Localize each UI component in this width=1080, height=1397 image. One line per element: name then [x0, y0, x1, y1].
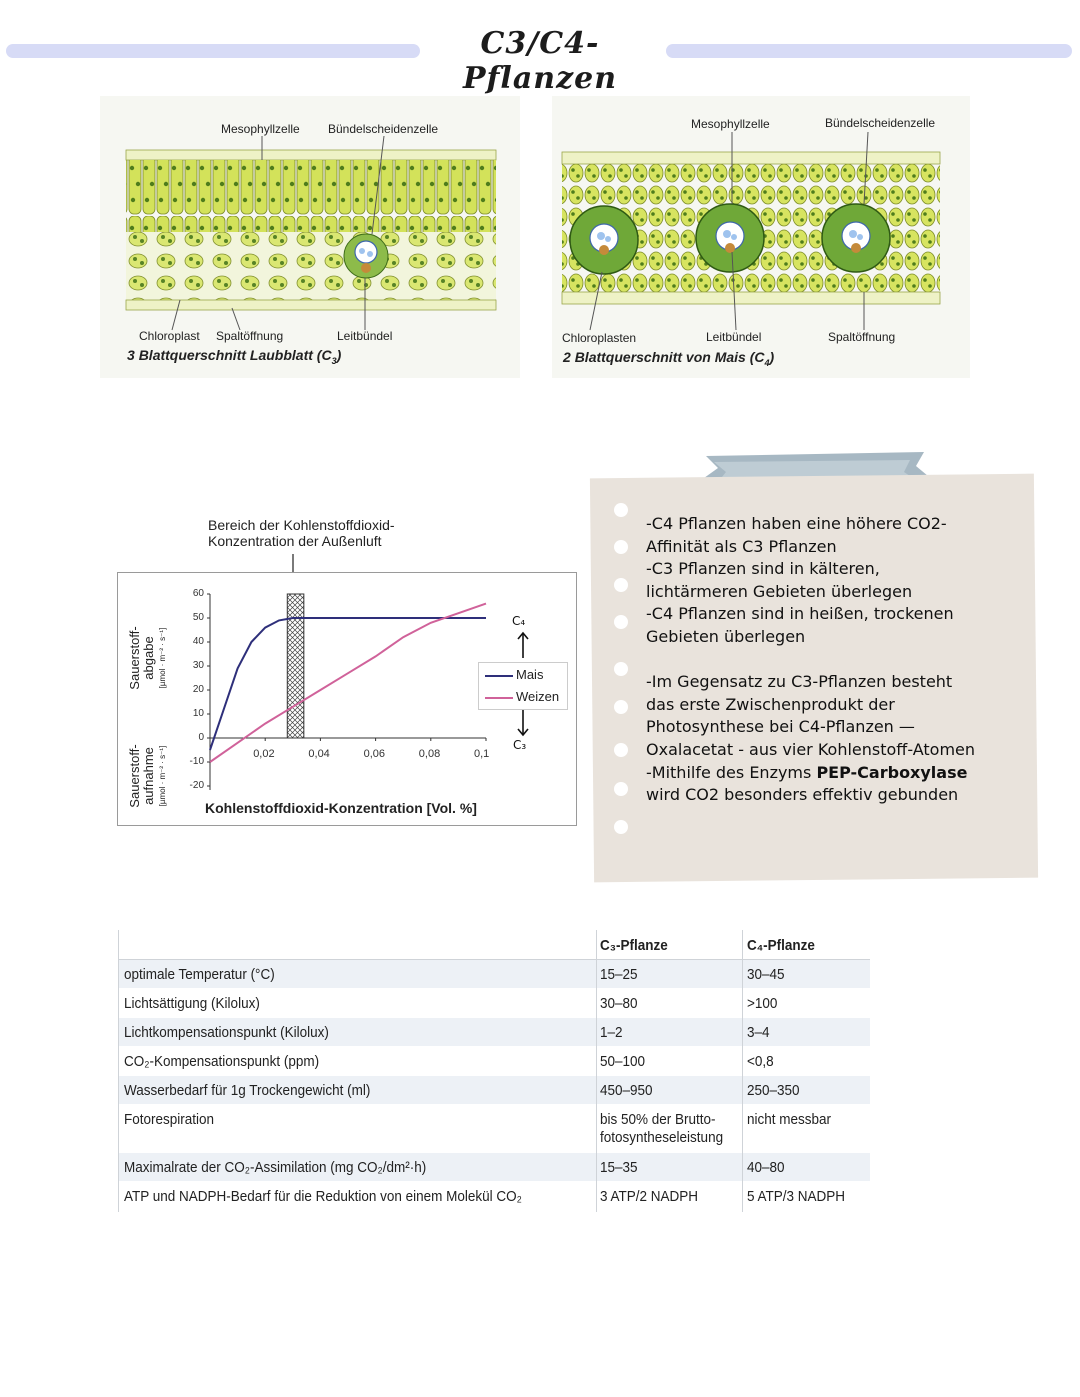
- c4-figure-caption: [563, 349, 774, 368]
- note-line: wird CO2 besonders effektiv gebunden: [646, 785, 959, 805]
- c3-label-vascular-bundle: Leitbündel: [337, 329, 393, 343]
- c4-caption-number: 2: [563, 349, 571, 365]
- row-label: Wasserbedarf für 1g Trockengewicht (ml): [124, 1082, 371, 1099]
- c3-label-stoma: Spaltöffnung: [216, 329, 284, 343]
- note-line: Photosynthese bei C4-Pflanzen —: [646, 717, 915, 737]
- title-deco-right: [666, 44, 1072, 58]
- page-title: C3/C4-Pflanzen: [462, 26, 618, 96]
- row-c4-value: nicht messbar: [747, 1111, 832, 1128]
- c3-label-chloroplast: Chloroplast: [139, 329, 200, 343]
- row-label: optimale Temperatur (°C): [124, 966, 275, 983]
- c4-label-vascular-bundle: Leitbündel: [706, 330, 762, 344]
- note-line-enzyme: [646, 762, 1016, 785]
- row-c4-value: 5 ATP/3 NADPH: [747, 1188, 846, 1205]
- punch-hole: [614, 615, 628, 629]
- c3-label-mesophyll: Mesophyllzelle: [221, 122, 300, 136]
- note-line: lichtärmeren Gebieten überlegen: [646, 581, 913, 601]
- table-row: [118, 1153, 870, 1181]
- row-c4-value: <0,8: [747, 1053, 774, 1070]
- leaf-c4-figure: [552, 96, 970, 378]
- row-c3-value: 50–100: [600, 1053, 646, 1070]
- y-axis-label-bottom: [128, 736, 170, 816]
- legend-label-weizen: Weizen: [516, 689, 560, 704]
- c4-bundle-sheath-3: [822, 204, 890, 272]
- punch-hole: [614, 662, 628, 676]
- table-row: [118, 1182, 870, 1210]
- table-divider: [742, 930, 743, 1212]
- row-label: ATP und NADPH-Bedarf für die Reduktion von einem Molekül CO₂: [124, 1188, 522, 1205]
- c4-bundle-sheath-1: [570, 206, 638, 274]
- hand-arrow-up-icon: [516, 630, 530, 660]
- row-c4-value: 250–350: [747, 1082, 800, 1099]
- title-deco-left: [6, 44, 420, 58]
- row-c3-value: [600, 1111, 723, 1147]
- note-enzyme-name: PEP-Carboxylase: [816, 762, 968, 782]
- y-tick-label: 0: [198, 732, 204, 743]
- legend-label-mais: Mais: [516, 667, 544, 682]
- x-tick-label: 0,04: [308, 748, 330, 760]
- row-label: CO₂-Kompensationspunkt (ppm): [124, 1053, 320, 1070]
- table-divider: [118, 930, 119, 1212]
- c4-bundle-sheath-2: [696, 204, 764, 272]
- y-axis-label-bottom-1: Sauerstoff-: [127, 744, 142, 808]
- note-line: Affinität als C3 Pflanzen: [646, 536, 837, 556]
- table-header-row: [118, 930, 870, 960]
- table-row: [118, 1047, 870, 1075]
- row-label: Maximalrate der CO₂-Assimilation (mg CO₂/dm²·h): [124, 1159, 427, 1176]
- leaf-c3-figure: [100, 96, 520, 378]
- row-c3-value: 450–950: [600, 1082, 653, 1099]
- row-c4-value: >100: [747, 995, 778, 1012]
- y-tick-label: 50: [192, 612, 204, 623]
- punch-hole: [614, 782, 628, 796]
- y-tick-label: 20: [192, 684, 204, 695]
- row-label: Lichtkompensationspunkt (Kilolux): [124, 1024, 329, 1041]
- row-c4-value: 40–80: [747, 1159, 785, 1176]
- c4-label-stoma: Spaltöffnung: [828, 330, 896, 344]
- c3-figure-caption: [127, 347, 341, 366]
- note-line: -C4 Pflanzen haben eine höhere CO2-: [646, 514, 947, 533]
- punch-hole: [614, 578, 628, 592]
- c4-label-chloroplasts: Chloroplasten: [562, 331, 637, 345]
- y-axis-label-bottom-2: aufnahme: [141, 747, 156, 805]
- header-c4: C₄-Pflanze: [747, 937, 815, 954]
- y-axis-label-top: [128, 618, 170, 698]
- c3-caption-sub: 3: [331, 355, 337, 366]
- chart-annotation-line-2: Konzentration der Außenluft: [208, 533, 382, 549]
- y-tick-label: -20: [189, 780, 204, 791]
- note-line: Oxalacetat - aus vier Kohlenstoff-Atomen: [646, 739, 976, 759]
- table-header-rule: [118, 959, 870, 960]
- chart-legend: [478, 662, 568, 710]
- x-tick-label: 0,06: [363, 748, 386, 760]
- hand-arrow-down-icon: [516, 708, 530, 738]
- table-row: [118, 1076, 870, 1104]
- y-tick-label: 10: [192, 708, 204, 719]
- c3-caption-number: 3: [127, 347, 135, 363]
- note-line: das erste Zwischenprodukt der: [646, 694, 895, 714]
- legend-line-mais: [485, 675, 513, 677]
- table-row: [118, 1105, 870, 1153]
- notes-text: [646, 513, 1016, 807]
- c4-caption-text: Blattquerschnitt von Mais (C: [574, 349, 765, 365]
- x-tick-label: 0,08: [418, 748, 441, 760]
- row-c3-value: 30–80: [600, 995, 638, 1012]
- table-row: [118, 1018, 870, 1046]
- note-line: -C3 Pflanzen sind in kälteren,: [646, 559, 880, 579]
- y-axis-label-bottom-unit: [µmol · m⁻² · s⁻¹]: [158, 745, 167, 807]
- c3-caption-text: Blattquerschnitt Laubblatt (C: [138, 347, 332, 363]
- c3-caption-end: ): [336, 347, 342, 363]
- note-enzyme-prefix: -Mithilfe des Enzyms: [646, 762, 817, 782]
- row-c3-value: 15–25: [600, 966, 638, 983]
- row-label: Lichtsättigung (Kilolux): [124, 995, 260, 1012]
- row-c3-value: 1–2: [600, 1024, 623, 1041]
- row-c4-value: 30–45: [747, 966, 785, 983]
- row-c3-value-line-2: fotosyntheseleistung: [600, 1129, 724, 1146]
- x-tick-label: 0,02: [253, 748, 275, 760]
- row-c3-value: 3 ATP/2 NADPH: [600, 1188, 699, 1205]
- table-row: [118, 960, 870, 988]
- c4-label-bundle-sheath: Bündelscheidenzelle: [825, 116, 936, 130]
- table-row: [118, 989, 870, 1017]
- hand-note-c3: C₃: [513, 738, 527, 752]
- hand-note-c4: C₄: [512, 614, 526, 628]
- y-axis-label-top-2: abgabe: [141, 636, 156, 680]
- legend-line-weizen: [485, 697, 513, 699]
- punch-hole: [614, 700, 628, 714]
- chart-annotation: [208, 517, 395, 549]
- row-c4-value: 3–4: [747, 1024, 770, 1041]
- note-line: -C4 Pflanzen sind in heißen, trockenen: [646, 604, 954, 624]
- c4-caption-sub: 4: [764, 357, 770, 368]
- c4-caption-end: ): [769, 349, 775, 365]
- y-tick-label: 40: [192, 636, 204, 647]
- punch-hole: [614, 540, 628, 554]
- punch-hole: [614, 743, 628, 757]
- note-line: Gebieten überlegen: [646, 626, 806, 646]
- row-c3-value: 15–35: [600, 1159, 638, 1176]
- punch-hole: [614, 820, 628, 834]
- c3-label-bundle-sheath: Bündelscheidenzelle: [328, 122, 439, 136]
- y-tick-label: -10: [189, 756, 204, 767]
- x-tick-label: 0,1: [474, 748, 490, 760]
- y-axis-label-top-1: Sauerstoff-: [127, 626, 142, 690]
- row-label: Fotorespiration: [124, 1111, 215, 1128]
- y-tick-label: 30: [192, 660, 204, 671]
- c4-label-mesophyll: Mesophyllzelle: [691, 117, 770, 131]
- y-axis-label-top-unit: [µmol · m⁻² · s⁻¹]: [158, 627, 167, 689]
- table-divider: [596, 930, 597, 1212]
- chart-annotation-line-1: Bereich der Kohlenstoffdioxid-: [208, 517, 395, 533]
- punch-hole: [614, 503, 628, 517]
- row-c3-value-line-1: bis 50% der Brutto-: [600, 1111, 716, 1128]
- note-line: -Im Gegensatz zu C3-Pflanzen besteht: [646, 672, 953, 692]
- y-tick-label: 60: [192, 588, 204, 599]
- header-c3: C₃-Pflanze: [600, 937, 668, 954]
- x-axis-label: Kohlenstoffdioxid-Konzentration [Vol. %]: [205, 800, 477, 816]
